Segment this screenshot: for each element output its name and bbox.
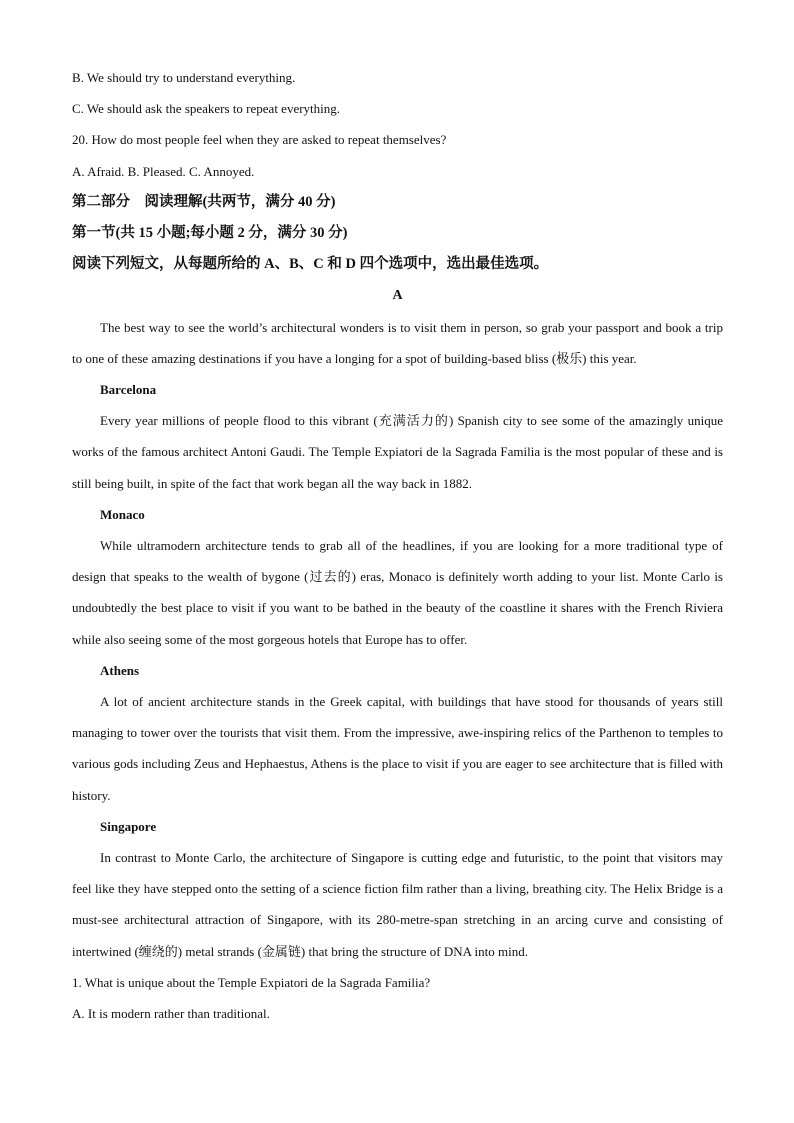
prev-option-b: B. We should try to understand everything. xyxy=(72,70,296,85)
passage-intro: The best way to see the world’s architectural wonders is to visit them in person, so grab your passport and book a trip to one of these amazing destinations if you have a longing for a spot of building-based bliss (极乐) this year. xyxy=(72,319,723,366)
city-text-barcelona: Every year millions of people flood to this vibrant (充满活力的) Spanish city to see some of the amazingly unique works of the famous architect Antoni Gaudi. The Temple Expiatori de la Sagrada Familia is the most popular of these and is still being built, in spite of the fact that work began all the way back in 1882. xyxy=(72,413,723,491)
city-text-monaco: While ultramodern architecture tends to grab all of the headlines, if you are looking for a more traditional type of design that speaks to the wealth of bygone (过去的) eras, Monaco is definitely worth adding to your list. Monte Carlo is undoubtedly the best place to visit if you want to be bathed in the beauty of the coastline it shares with the French Riviera while also seeing some of the most gorgeous hotels that Europe has to offer. xyxy=(72,538,723,647)
city-text-singapore: In contrast to Monte Carlo, the architecture of Singapore is cutting edge and futuristic, to the point that visitors may feel like they have stepped onto the setting of a science fiction film rather than a living, breathing city. The Helix Bridge is a must-see architectural attraction of Singapore, with its 280-metre-span stretching in an arcing curve and consisting of intertwined (缠绕的) metal strands (金属链) that bring the structure of DNA into mind. xyxy=(72,850,723,959)
question-20-options: A. Afraid. B. Pleased. C. Annoyed. xyxy=(72,163,255,179)
section-one-title: 第一节(共 15 小题;每小题 2 分，满分 30 分) xyxy=(72,225,348,242)
question-20: 20. How do most people feel when they are asked to repeat themselves? xyxy=(72,132,447,148)
city-heading-monaco: Monaco xyxy=(100,506,145,522)
city-heading-athens: Athens xyxy=(100,662,140,678)
city-heading-barcelona: Barcelona xyxy=(100,382,157,398)
city-text-athens: A lot of ancient architecture stands in the Greek capital, with buildings that have stood for thousands of years still managing to tower over the tourists that visit them. From the impressive, awe-inspiring relics of the Parthenon to temples to various gods including Zeus and Hephaestus, Athens is the place to visit if you are eager to see architecture that is filled with history. xyxy=(72,694,723,803)
prev-option-c: C. We should ask the speakers to repeat everything. xyxy=(72,101,341,117)
part-two-title: 第二部分 阅读理解(共两节，满分 40 分) xyxy=(72,193,336,210)
city-heading-singapore: Singapore xyxy=(100,818,157,834)
question-1-option-a: A. It is modern rather than traditional. xyxy=(72,1006,270,1022)
reading-instructions: 阅读下列短文，从每题所给的 A、B、C 和 D 四个选项中，选出最佳选项。 xyxy=(72,256,549,273)
question-1: 1. What is unique about the Temple Expiatori de la Sagrada Familia? xyxy=(72,974,431,990)
passage-label: A xyxy=(392,288,403,304)
document-page xyxy=(72,62,723,1029)
